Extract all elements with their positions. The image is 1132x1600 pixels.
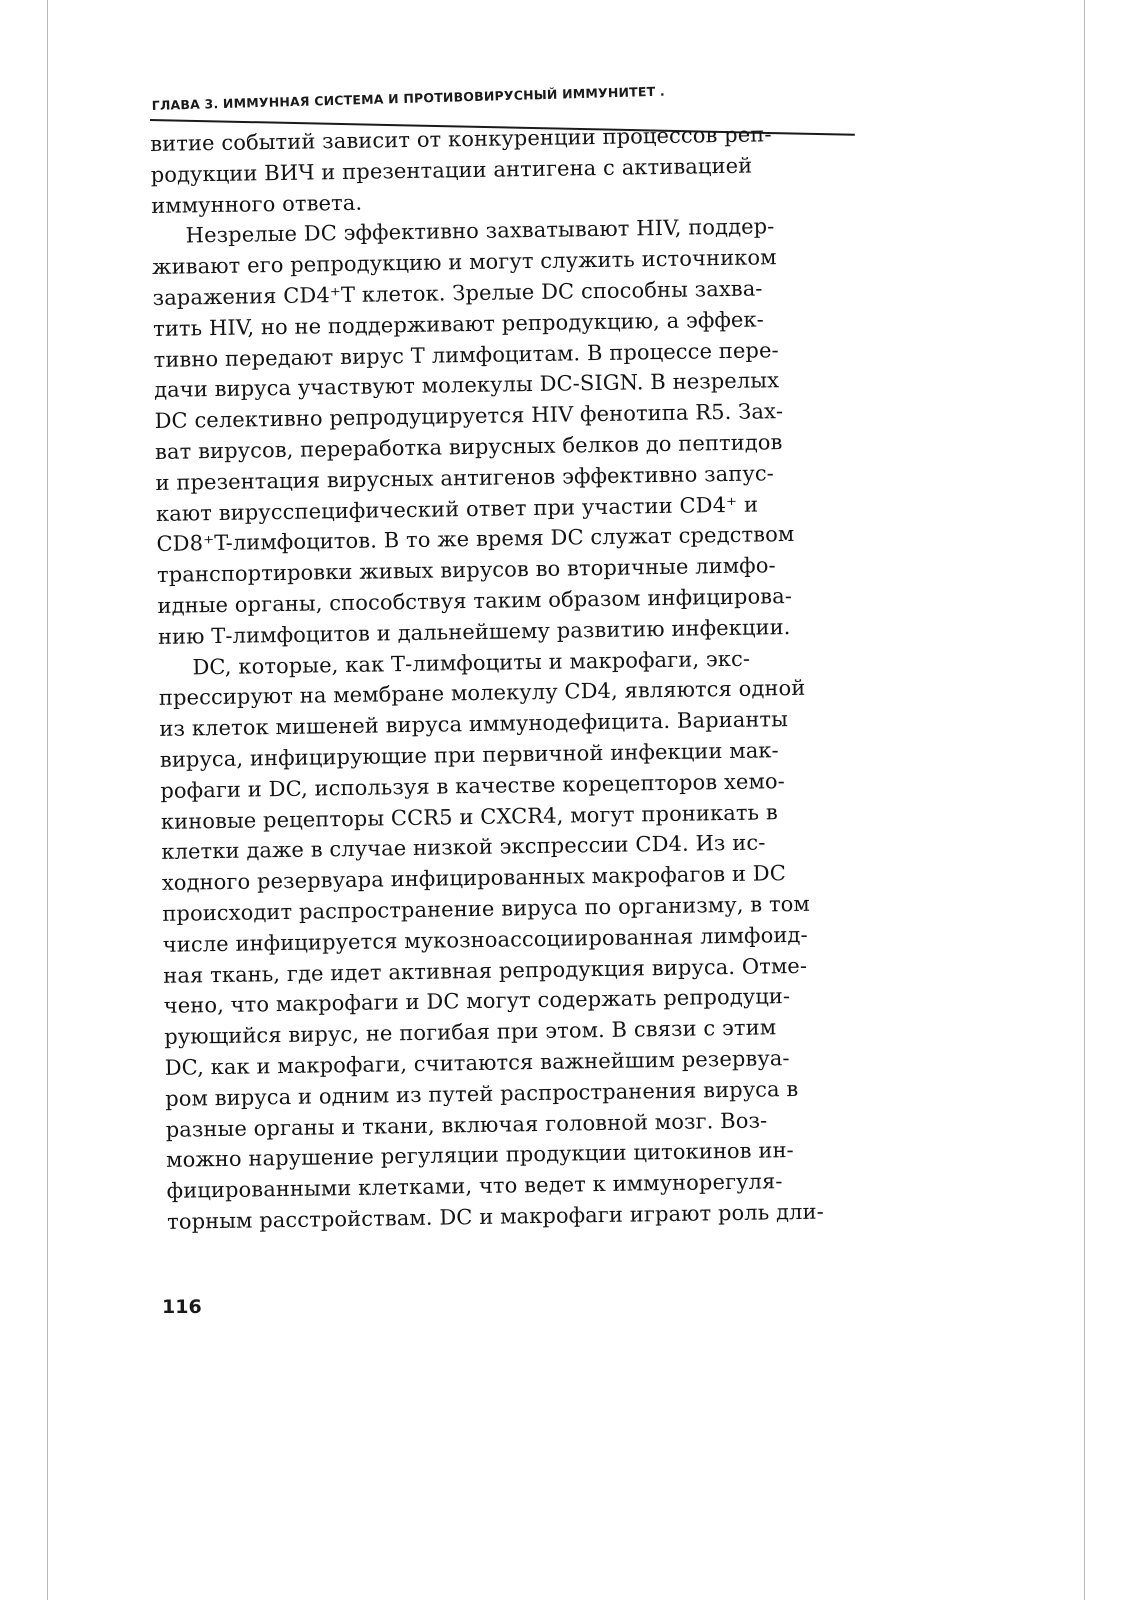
text-line: дачи вируса участвуют молекулы DC-SIGN. В незрелых — [153, 368, 780, 403]
text-line: происходит распространение вируса по организму, в том — [162, 891, 811, 926]
text-line: ват вирусов, переработка вирусных белков до пептидов — [154, 430, 783, 464]
text-line: тивно передают вирус Т лимфоцитам. В процессе пере- — [153, 337, 779, 372]
text-line: фицированными клетками, что ведет к иммунорегуля- — [166, 1169, 783, 1203]
page-edge-left — [47, 0, 48, 1600]
text-line: иммунного ответа. — [151, 190, 363, 218]
page-number: 116 — [162, 1296, 202, 1318]
text-line: ная ткань, где идет активная репродукция вируса. Отме- — [163, 953, 808, 988]
text-line: чено, что макрофаги и DC могут содержать репродуци- — [163, 984, 791, 1019]
text-line: рующийся вирус, не погибая при этом. В связи с этим — [164, 1015, 777, 1049]
text-line: прессируют на мембране молекулу CD4, являются одной — [158, 676, 806, 711]
text-line: из клеток мишеней вируса иммунодефицита. Варианты — [159, 707, 789, 742]
text-line: торным расстройствам. DC и макрофаги играют роль дли- — [166, 1199, 824, 1234]
text-line: Незрелые DC эффективно захватывают HIV, поддер- — [185, 214, 775, 248]
text-line: идные органы, способствуя таким образом инфицирова- — [157, 583, 793, 618]
text-line: родукции ВИЧ и презентации антигена с активацией — [150, 153, 753, 187]
text-line: клетки даже в случае низкой экспрессии CD4. Из ис- — [161, 830, 766, 865]
text-line: кают вирусспецифический ответ при участии CD4⁺ и — [155, 492, 759, 526]
text-line: вируса, инфицирующие при первичной инфекции мак- — [159, 738, 779, 772]
text-line: витие событий зависит от конкуренции процессов реп- — [150, 122, 772, 156]
text-line: тить HIV, но не поддерживают репродукцию, а эффек- — [152, 307, 765, 341]
page-edge-right — [1084, 0, 1085, 1600]
text-line: ром вируса и одним из путей распространения вируса в — [165, 1076, 799, 1111]
text-line: DC селективно репродуцируется HIV фенотипа R5. Зах- — [154, 399, 784, 434]
text-line: разные органы и ткани, включая головной мозг. Воз- — [165, 1107, 768, 1142]
body-text — [150, 118, 879, 1238]
text-line: заражения CD4⁺T клеток. Зрелые DC способны захва- — [152, 276, 763, 310]
text-line: CD8⁺T-лимфоцитов. В то же время DC служат средством — [156, 522, 795, 557]
book-page — [150, 83, 870, 1238]
text-line: числе инфицируется мукозноассоциированная лимфоид- — [162, 922, 808, 957]
text-line: рофаги и DC, используя в качестве корецепторов хемо- — [160, 768, 786, 803]
text-line: и презентация вирусных антигенов эффективно запус- — [155, 461, 775, 495]
text-line: нию Т-лимфоцитов и дальнейшему развитию инфекции. — [157, 614, 791, 649]
text-line: живают его репродукцию и могут служить источником — [151, 245, 777, 280]
text-line: DC, которые, как Т-лимфоциты и макрофаги, экс- — [192, 646, 751, 679]
text-line: киновые рецепторы CCR5 и CXCR4, могут проникать в — [160, 799, 778, 834]
text-line: можно нарушение регуляции продукции цитокинов ин- — [166, 1138, 794, 1173]
text-line: ходного резервуара инфицированных макрофагов и DC — [161, 861, 787, 896]
running-head: ГЛАВА 3. ИММУННАЯ СИСТЕМА И ПРОТИВОВИРУСНЫЙ ИММУНИТЕТ . — [151, 83, 666, 113]
text-line: транспортировки живых вирусов во вторичные лимфо- — [156, 553, 776, 588]
text-line: DC, как и макрофаги, считаются важнейшим резервуа- — [164, 1045, 790, 1080]
